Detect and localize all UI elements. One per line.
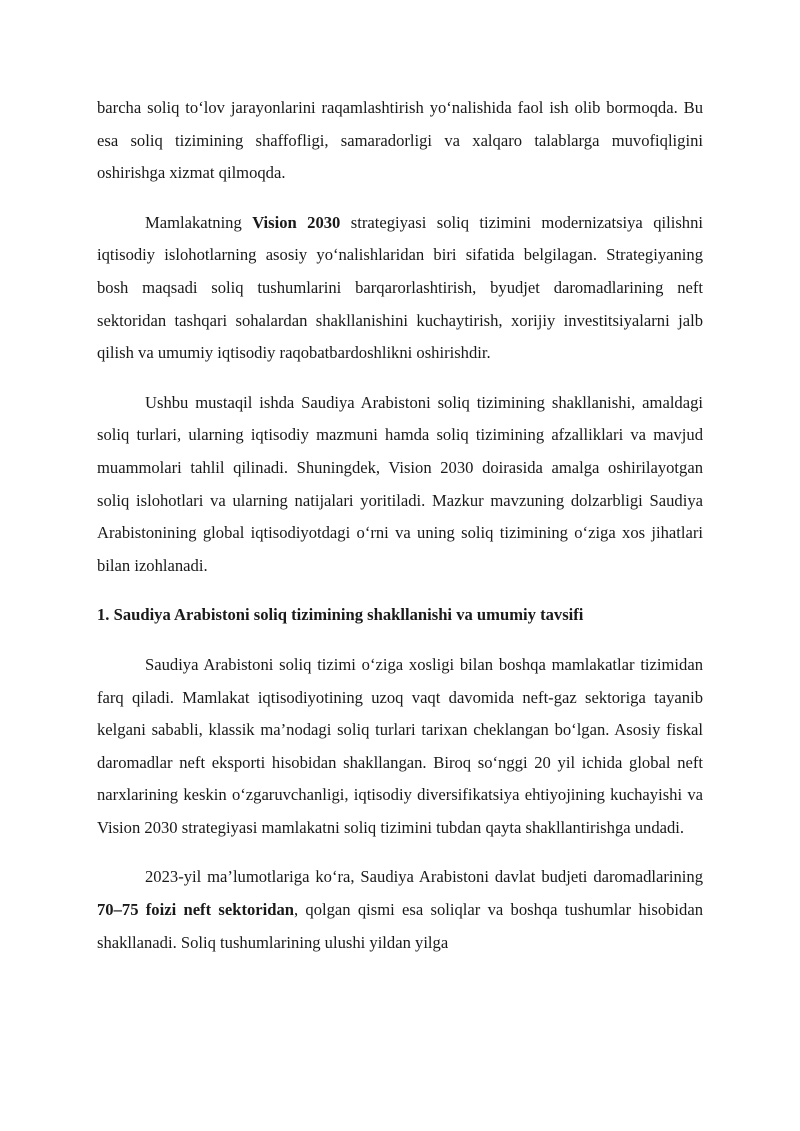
paragraph-3: Ushbu mustaqil ishda Saudiya Arabistoni soliq tizimining shakllanishi, amaldagi soliq turlari, ularning iqtisodiy mazmuni hamda soliq tizimining afzalliklari va mavjud muammolari tahlil qilinadi. Shuningdek, Vision 2030 doirasida amalga oshirilayotgan soliq islohotlari va ularning natijalari yoritiladi. Mazkur mavzuning dolzarbligi Saudiya Arabistonining global iqtisodiyotdagi o‘rni va uning soliq tizimining o‘ziga xos jihatlari bilan izohlanadi. xyxy=(97,392,703,575)
paragraph-5-bold-term: 70–75 foizi neft sektoridan xyxy=(97,900,294,920)
paragraph-2-text-end: strategiyasi soliq tizimini modernizatsiya qilishni iqtisodiy islohotlarning asosiy yo‘nalishlaridan biri sifatida belgilagan. Strategiyaning bosh maqsadi soliq tushumlarini barqarorlashtirish, byudjet daromadlarining neft sektoridan tashqari sohalardan shakllanishini kuchaytirish, xorijiy investitsiyalarni jalb qilish va umumiy iqtisodiy raqobatbardoshlikni oshirishdir. xyxy=(97,212,703,363)
paragraph-5 xyxy=(97,861,703,959)
paragraph-1: barcha soliq to‘lov jarayonlarini raqamlashtirish yo‘nalishida faol ish olib bormoqda. Bu esa soliq tizimining shaffofligi, samaradorligi va xalqaro talablarga muvofiqligini oshirishga xizmat qilmoqda. xyxy=(97,98,703,183)
section-heading-1: 1. Saudiya Arabistoni soliq tizimining shakllanishi va umumiy tavsifi xyxy=(97,605,584,625)
document-page xyxy=(97,92,703,976)
paragraph-5-text-end: , qolgan qismi esa soliqlar va boshqa tushumlar hisobidan shakllanadi. Soliq tushumlarining ulushi yildan yilga xyxy=(97,900,703,952)
paragraph-2-bold-term: Vision 2030 xyxy=(252,212,341,232)
paragraph-2-text-start: Mamlakatning xyxy=(145,212,253,232)
paragraph-5-text-start: 2023-yil ma’lumotlariga ko‘ra, Saudiya Arabistoni davlat budjeti daromadlarining xyxy=(145,867,703,887)
paragraph-2 xyxy=(97,207,703,370)
paragraph-4: Saudiya Arabistoni soliq tizimi o‘ziga xosligi bilan boshqa mamlakatlar tizimidan farq qiladi. Mamlakat iqtisodiyotining uzoq vaqt davomida neft-gaz sektoriga tayanib kelgani sababli, klassik ma’nodagi soliq turlari tarixan cheklangan bo‘lgan. Asosiy fiskal daromadlar neft eksporti hisobidan shakllangan. Biroq so‘nggi 20 yil ichida global neft narxlarining keskin o‘zgaruvchanligi, iqtisodiy diversifikatsiya ehtiyojining kuchayishi va Vision 2030 strategiyasi mamlakatni soliq tizimini tubdan qayta shakllantirishga undadi. xyxy=(97,654,703,837)
